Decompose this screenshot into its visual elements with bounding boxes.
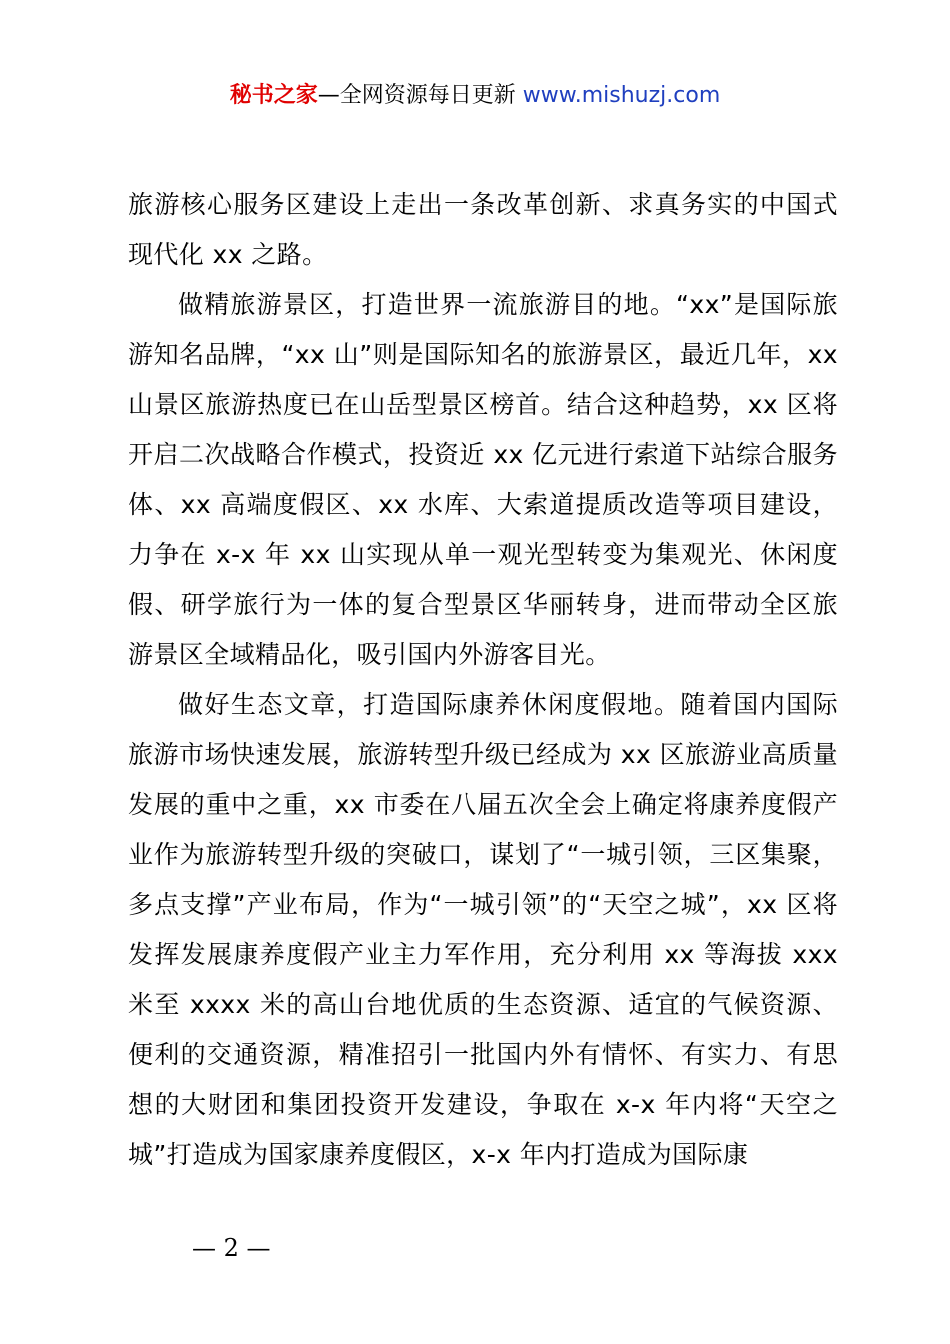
website-link[interactable]: www.mishuzj.com [522, 83, 721, 108]
brand-name: 秘书之家 [229, 83, 318, 108]
paragraph-continuation: 旅游核心服务区建设上走出一条改革创新、求真务实的中国式现代化 xx 之路。 [128, 190, 838, 269]
page-header [0, 80, 950, 112]
header-tagline: —全网资源每日更新 [317, 83, 516, 108]
paragraph-wellness-resort: 做好生态文章，打造国际康养休闲度假地。随着国内国际旅游市场快速发展，旅游转型升级已经成为 xx 区旅游业高质量发展的重中之重，xx 市委在八届五次全会上确定将康养度假产业作为旅游转型升级的突破口，谋划了“一城引领，三区集聚，多点支撑”产业布局，作为“一城引领”的“天空之城”，xx 区将发挥发展康养度假产业主力军作用，充分利用 xx 等海拔 xxx 米至 xxxx 米的高山台地优质的生态资源、适宜的气候资源、便利的交通资源，精准招引一批国内外有情怀、有实力、有思想的大财团和集团投资开发建设，争取在 x-x 年内将“天空之城”打造成为国家康养度假区，x-x 年内打造成为国际康 [128, 690, 838, 1169]
page-number: — 2 — [192, 1234, 271, 1262]
paragraph-scenic-area: 做精旅游景区，打造世界一流旅游目的地。“xx”是国际旅游知名品牌，“xx 山”则是国际知名的旅游景区，最近几年，xx 山景区旅游热度已在山岳型景区榜首。结合这种趋势，xx 区将开启二次战略合作模式，投资近 xx 亿元进行索道下站综合服务体、xx 高端度假区、xx 水库、大索道提质改造等项目建设，力争在 x-x 年 xx 山实现从单一观光型转变为集观光、休闲度假、研学旅行为一体的复合型景区华丽转身，进而带动全区旅游景区全域精品化，吸引国内外游客目光。 [128, 290, 838, 669]
document-body [128, 180, 838, 1180]
